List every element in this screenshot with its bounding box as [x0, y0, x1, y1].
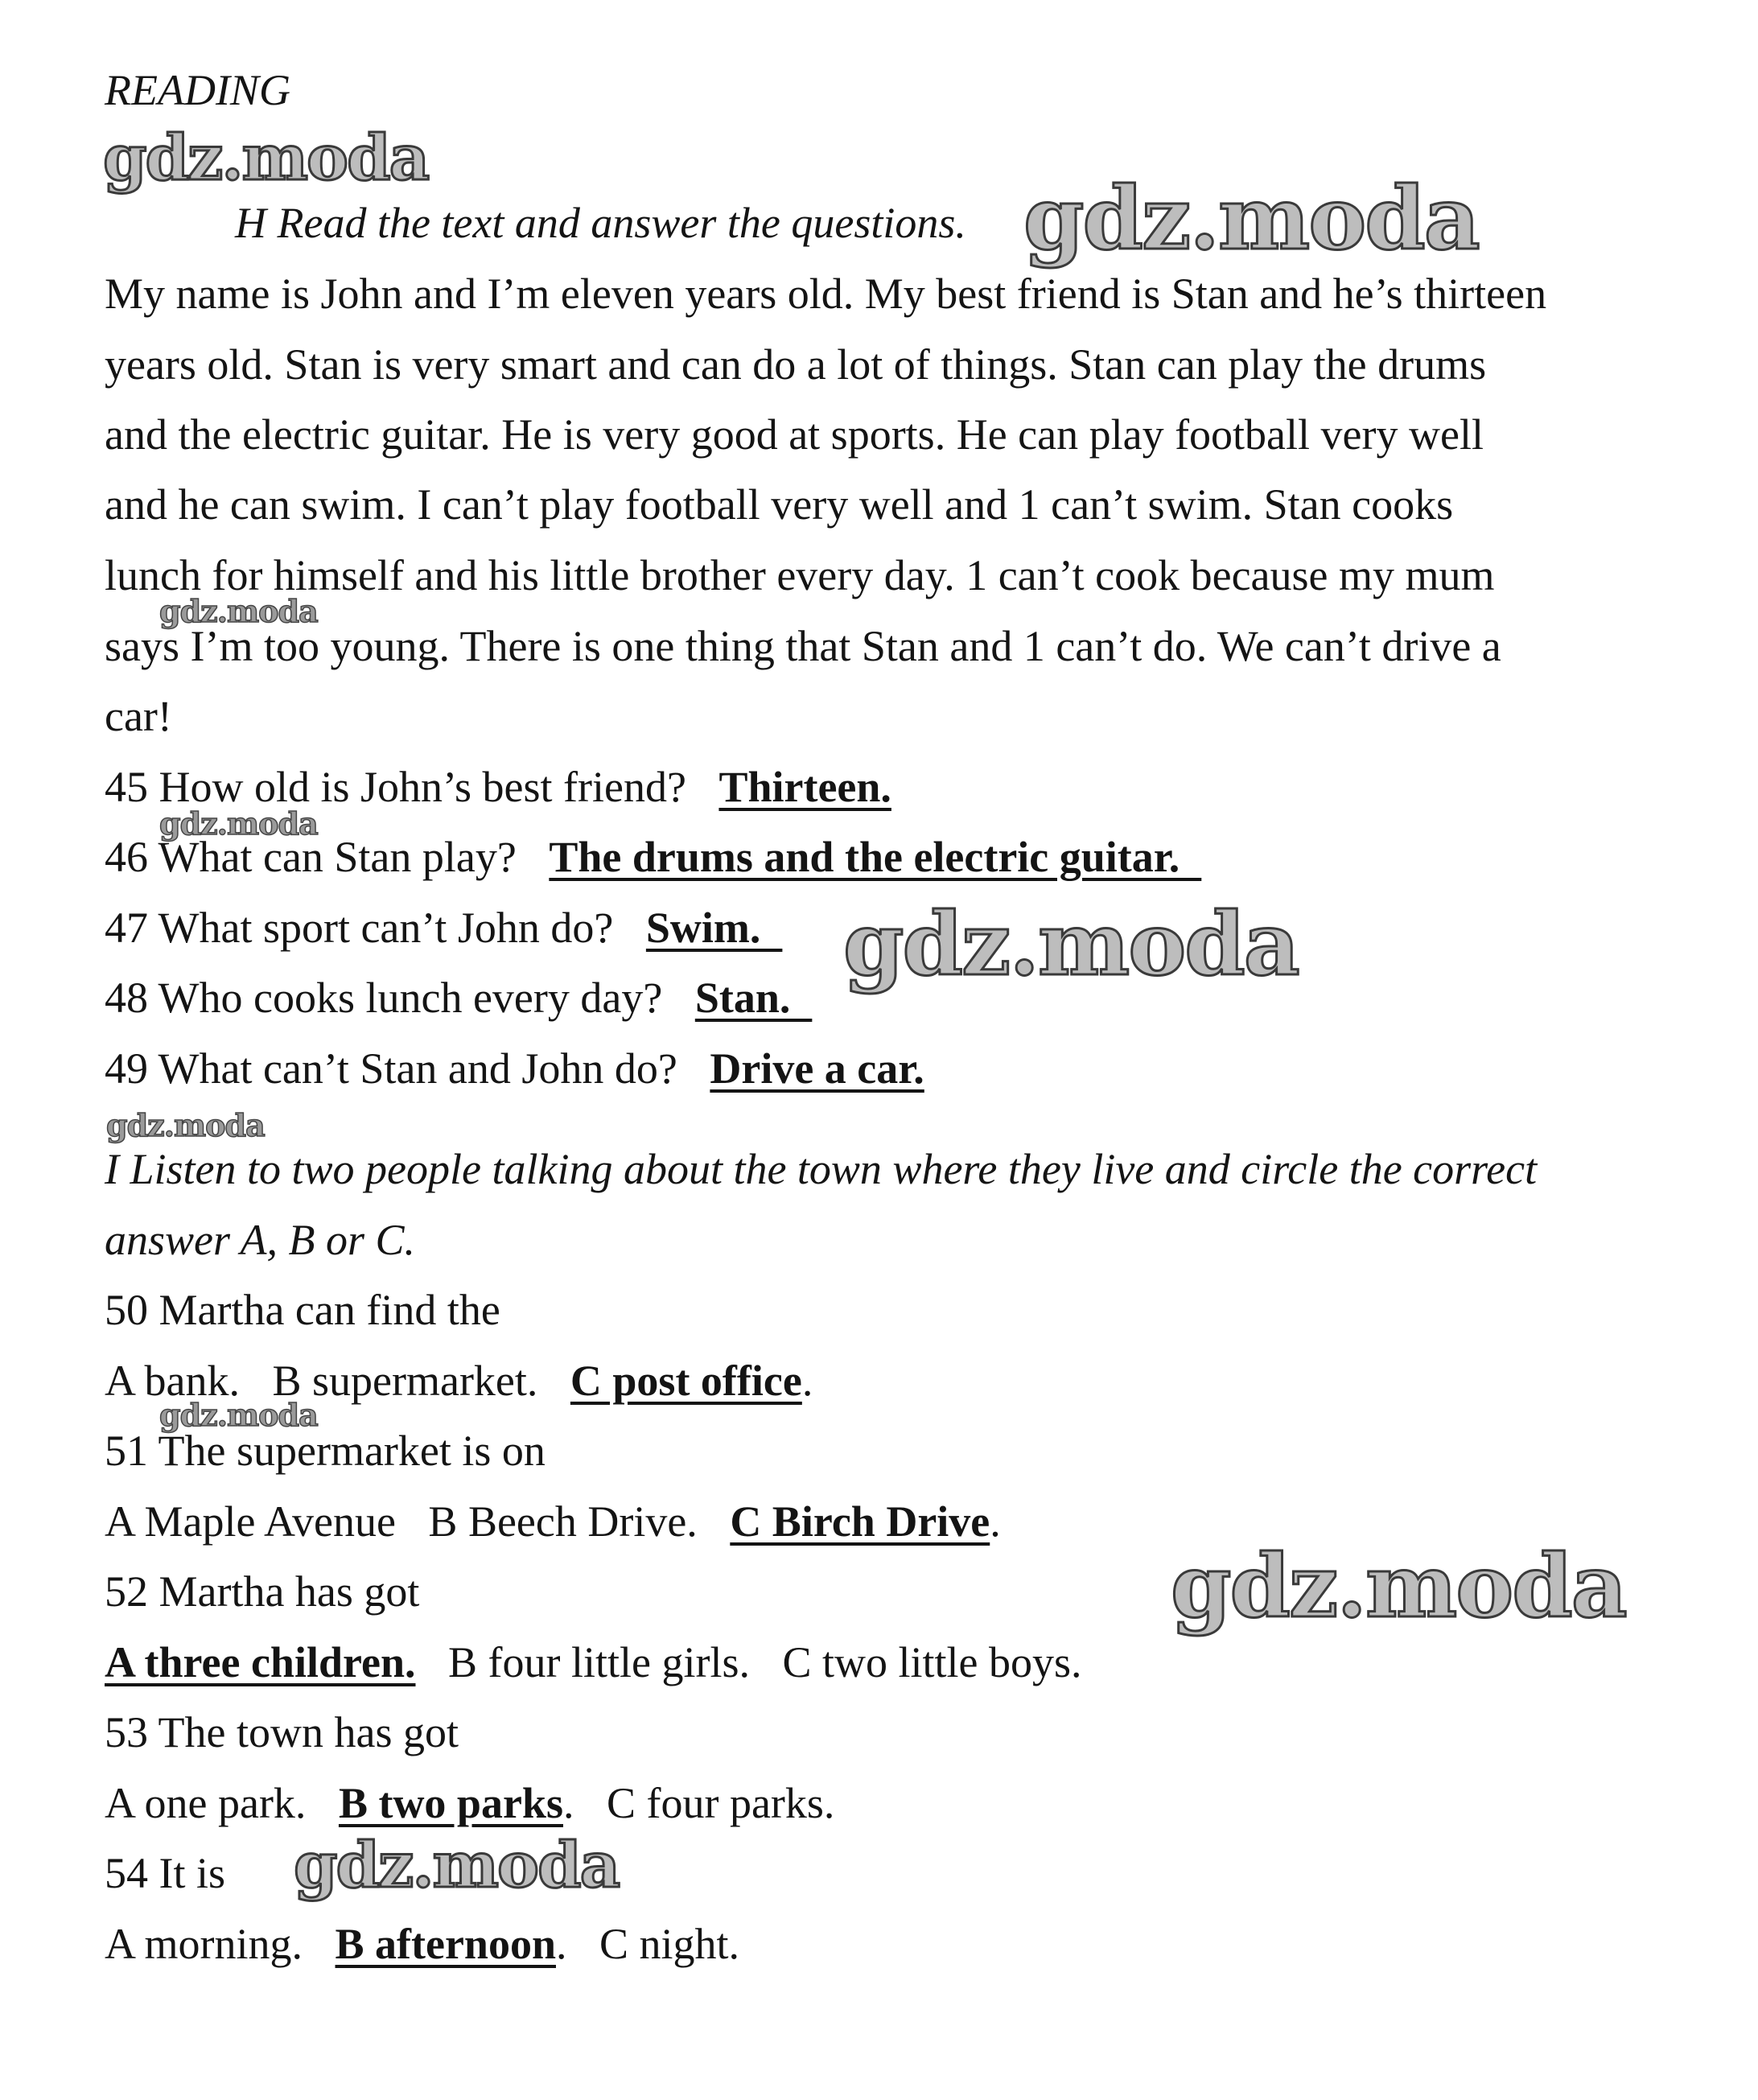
option-a: A morning. [105, 1920, 303, 1968]
item-51-options [105, 1497, 1001, 1546]
text-line: My name is John and I’m eleven years old. My best friend is Stan and he’s thirteen [105, 270, 1547, 318]
watermark: gdz.moda [1171, 1536, 1626, 1637]
watermark: gdz.moda [103, 121, 429, 195]
option-b: B supermarket. [272, 1357, 538, 1405]
question-text: 47 What sport can’t John do? [105, 904, 614, 952]
item-52-question: 52 Martha has got [105, 1567, 420, 1616]
task-i-instruction: I Listen to two people talking about the town where they live and circle the correct [105, 1145, 1538, 1193]
item-52-options [105, 1638, 1082, 1686]
answer: Drive a car. [710, 1044, 924, 1093]
period: . [801, 1357, 813, 1405]
item-53-question: 53 The town has got [105, 1708, 459, 1756]
item-51-question: 51 The supermarket is on [105, 1427, 546, 1475]
text-line: lunch for himself and his little brother every day. 1 can’t cook because my mum [105, 551, 1495, 599]
task-i-instruction: answer A, B or C. [105, 1216, 416, 1264]
watermark: gdz.moda [294, 1829, 620, 1902]
period: . [562, 1779, 574, 1827]
question-text: 45 How old is John’s best friend? [105, 763, 686, 811]
question-text: 49 What can’t Stan and John do? [105, 1044, 677, 1093]
option-c: C four parks. [606, 1779, 835, 1827]
text-line: says I’m too young. There is one thing that Stan and 1 can’t do. We can’t drive a [105, 622, 1501, 670]
watermark: gdz.moda [1023, 168, 1479, 270]
period: . [990, 1497, 1001, 1546]
text-line: and the electric guitar. He is very good at sports. He can play football very well [105, 410, 1484, 459]
question-48 [105, 974, 813, 1022]
option-c-selected: C Birch Drive [730, 1497, 990, 1546]
option-a: A one park. [105, 1779, 307, 1827]
option-c: C night. [599, 1920, 740, 1968]
item-50-question: 50 Martha can find the [105, 1286, 500, 1334]
item-53-options [105, 1781, 834, 1825]
option-a-selected: A three children. [105, 1638, 416, 1686]
question-47 [105, 904, 783, 952]
text-line: and he can swim. I can’t play football very well and 1 can’t swim. Stan cooks [105, 480, 1454, 529]
question-text: 46 What can Stan play? [105, 833, 517, 881]
answer: The drums and the electric guitar. [549, 833, 1202, 881]
option-b-selected: B two parks [338, 1779, 563, 1827]
text-line: years old. Stan is very smart and can do a lot of things. Stan can play the drums [105, 340, 1487, 389]
option-b: B Beech Drive. [428, 1497, 698, 1546]
answer: Swim. [645, 904, 783, 952]
watermark: gdz.moda [106, 1107, 265, 1143]
item-54-options [105, 1922, 739, 1966]
question-49 [105, 1044, 924, 1093]
option-c-selected: C post office [570, 1357, 802, 1405]
option-b: B four little girls. [448, 1638, 750, 1686]
question-text: 48 Who cooks lunch every day? [105, 974, 663, 1022]
option-a: A Maple Avenue [105, 1497, 396, 1546]
item-50-options [105, 1357, 813, 1405]
watermark: gdz.moda [159, 593, 318, 629]
question-45 [105, 765, 891, 809]
item-54-question: 54 It is [105, 1849, 226, 1897]
question-46 [105, 835, 1201, 879]
section-title: READING [105, 66, 290, 114]
text-line: car! [105, 692, 172, 740]
option-c: C two little boys. [782, 1638, 1082, 1686]
answer: Thirteen. [718, 763, 891, 811]
option-a: A bank. [105, 1357, 240, 1405]
task-h-instruction: H Read the text and answer the questions. [235, 199, 966, 247]
period: . [556, 1920, 567, 1968]
answer: Stan. [694, 974, 813, 1022]
watermark: gdz.moda [159, 1397, 318, 1433]
watermark: gdz.moda [843, 894, 1299, 995]
option-b-selected: B afternoon [335, 1920, 556, 1968]
watermark: gdz.moda [159, 805, 318, 842]
